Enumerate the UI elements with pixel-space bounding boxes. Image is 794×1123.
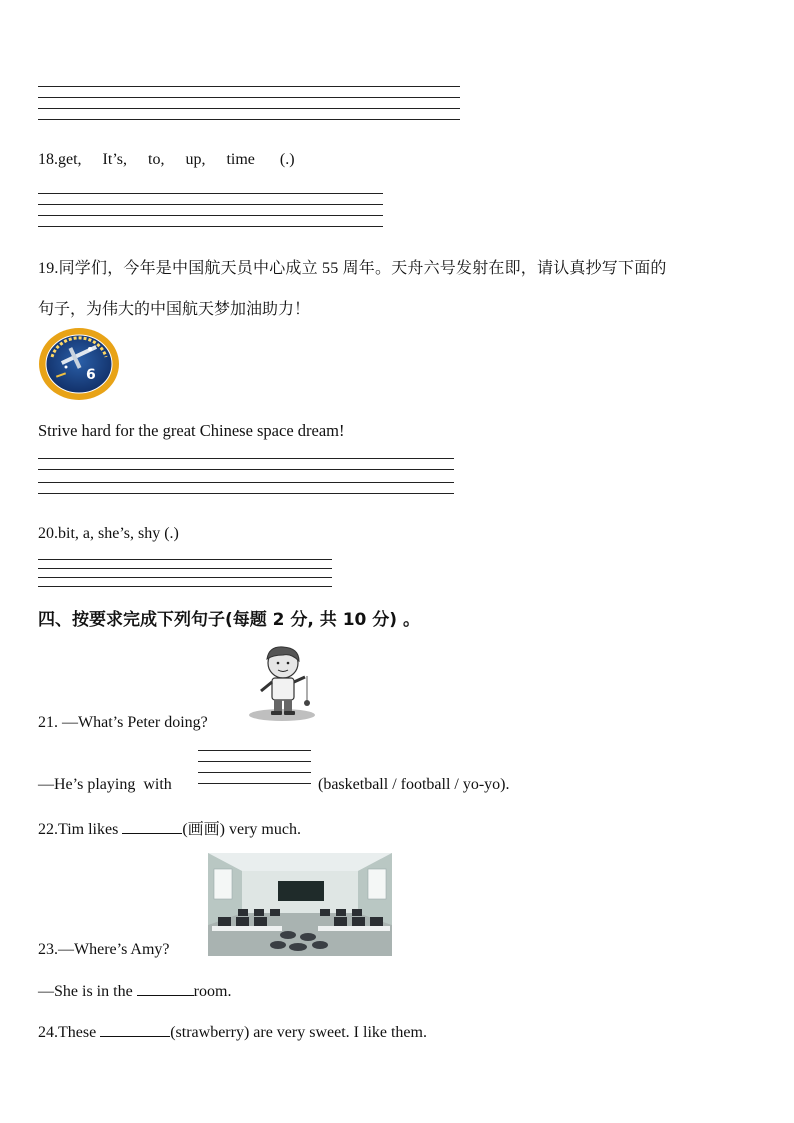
answer-line [38,193,383,194]
q23-answer-before: —She is in the [38,983,137,1000]
answer-line [38,204,383,205]
q22-after: (画画) very much. [182,821,301,838]
q20-answer-lines [38,559,332,587]
q21-question: 21. —What’s Peter doing? [38,714,208,731]
answer-line [38,215,383,216]
answer-line [38,493,454,494]
q18-number: 18. [38,151,58,168]
answer-line [38,119,460,120]
answer-line [38,97,460,98]
answer-line [38,559,332,560]
answer-line [38,86,460,87]
badge-icon [38,327,120,401]
answer-line [198,750,311,751]
boy-playing-yoyo-picture [247,645,317,723]
classroom-icon [208,853,392,956]
q22-blank[interactable] [122,833,182,834]
computer-room-picture [208,853,392,956]
q24-question [38,1024,427,1042]
q24-before: 24.These [38,1024,101,1041]
answer-line [38,568,332,569]
answer-line [38,458,454,459]
answer-line [38,108,460,109]
answer-line [198,783,311,784]
q17-answer-lines [38,86,460,120]
q23-question: 23.—Where’s Amy? [38,941,170,958]
q18-word: time [226,151,255,168]
q23-answer-after: room. [193,983,232,1000]
answer-line [38,482,454,483]
answer-line [38,469,454,470]
boy-icon [247,645,317,723]
q19-instruction-line2: 句子，为伟大的中国航天梦加油助力！ [38,301,311,318]
q19-instruction-line1: 19.同学们，今年是中国航天员中心成立 55 周年。天舟六号发射在即，请认真抄写下面的 [38,260,667,277]
answer-line [38,577,332,578]
answer-line [38,586,332,587]
q22-question [38,816,301,839]
q18-word: to, [148,151,165,168]
answer-line [38,226,383,227]
q18-word: up, [185,151,206,168]
answer-line [198,772,311,773]
q23-answer [38,983,231,1001]
section4-title: 四、按要求完成下列句子(每题 2 分, 共 10 分) 。 [38,610,420,630]
q24-blank[interactable] [100,1036,170,1037]
q19-sentence: Strive hard for the great Chinese space dream! [38,421,345,440]
q18-word: It’s, [102,151,127,168]
q23-blank[interactable] [137,995,194,996]
q22-before: 22.Tim likes [38,821,123,838]
answer-line [198,761,311,762]
q24-after: (strawberry) are very sweet. I like them. [170,1024,427,1041]
q18-question [38,151,295,169]
q21-answer-lines [198,750,311,784]
q18-word: (.) [279,151,295,168]
q20-question: 20.bit, a, she’s, shy (.) [38,525,179,542]
q18-answer-lines [38,193,383,227]
svg-text:6: 6 [86,367,96,383]
q19-answer-lines [38,458,454,494]
q18-word: get, [58,151,82,168]
tianzhou-6-mission-badge [38,327,120,401]
q21-answer-prefix: —He’s playing with [38,776,172,793]
q21-options: (basketball / football / yo-yo). [318,776,510,793]
